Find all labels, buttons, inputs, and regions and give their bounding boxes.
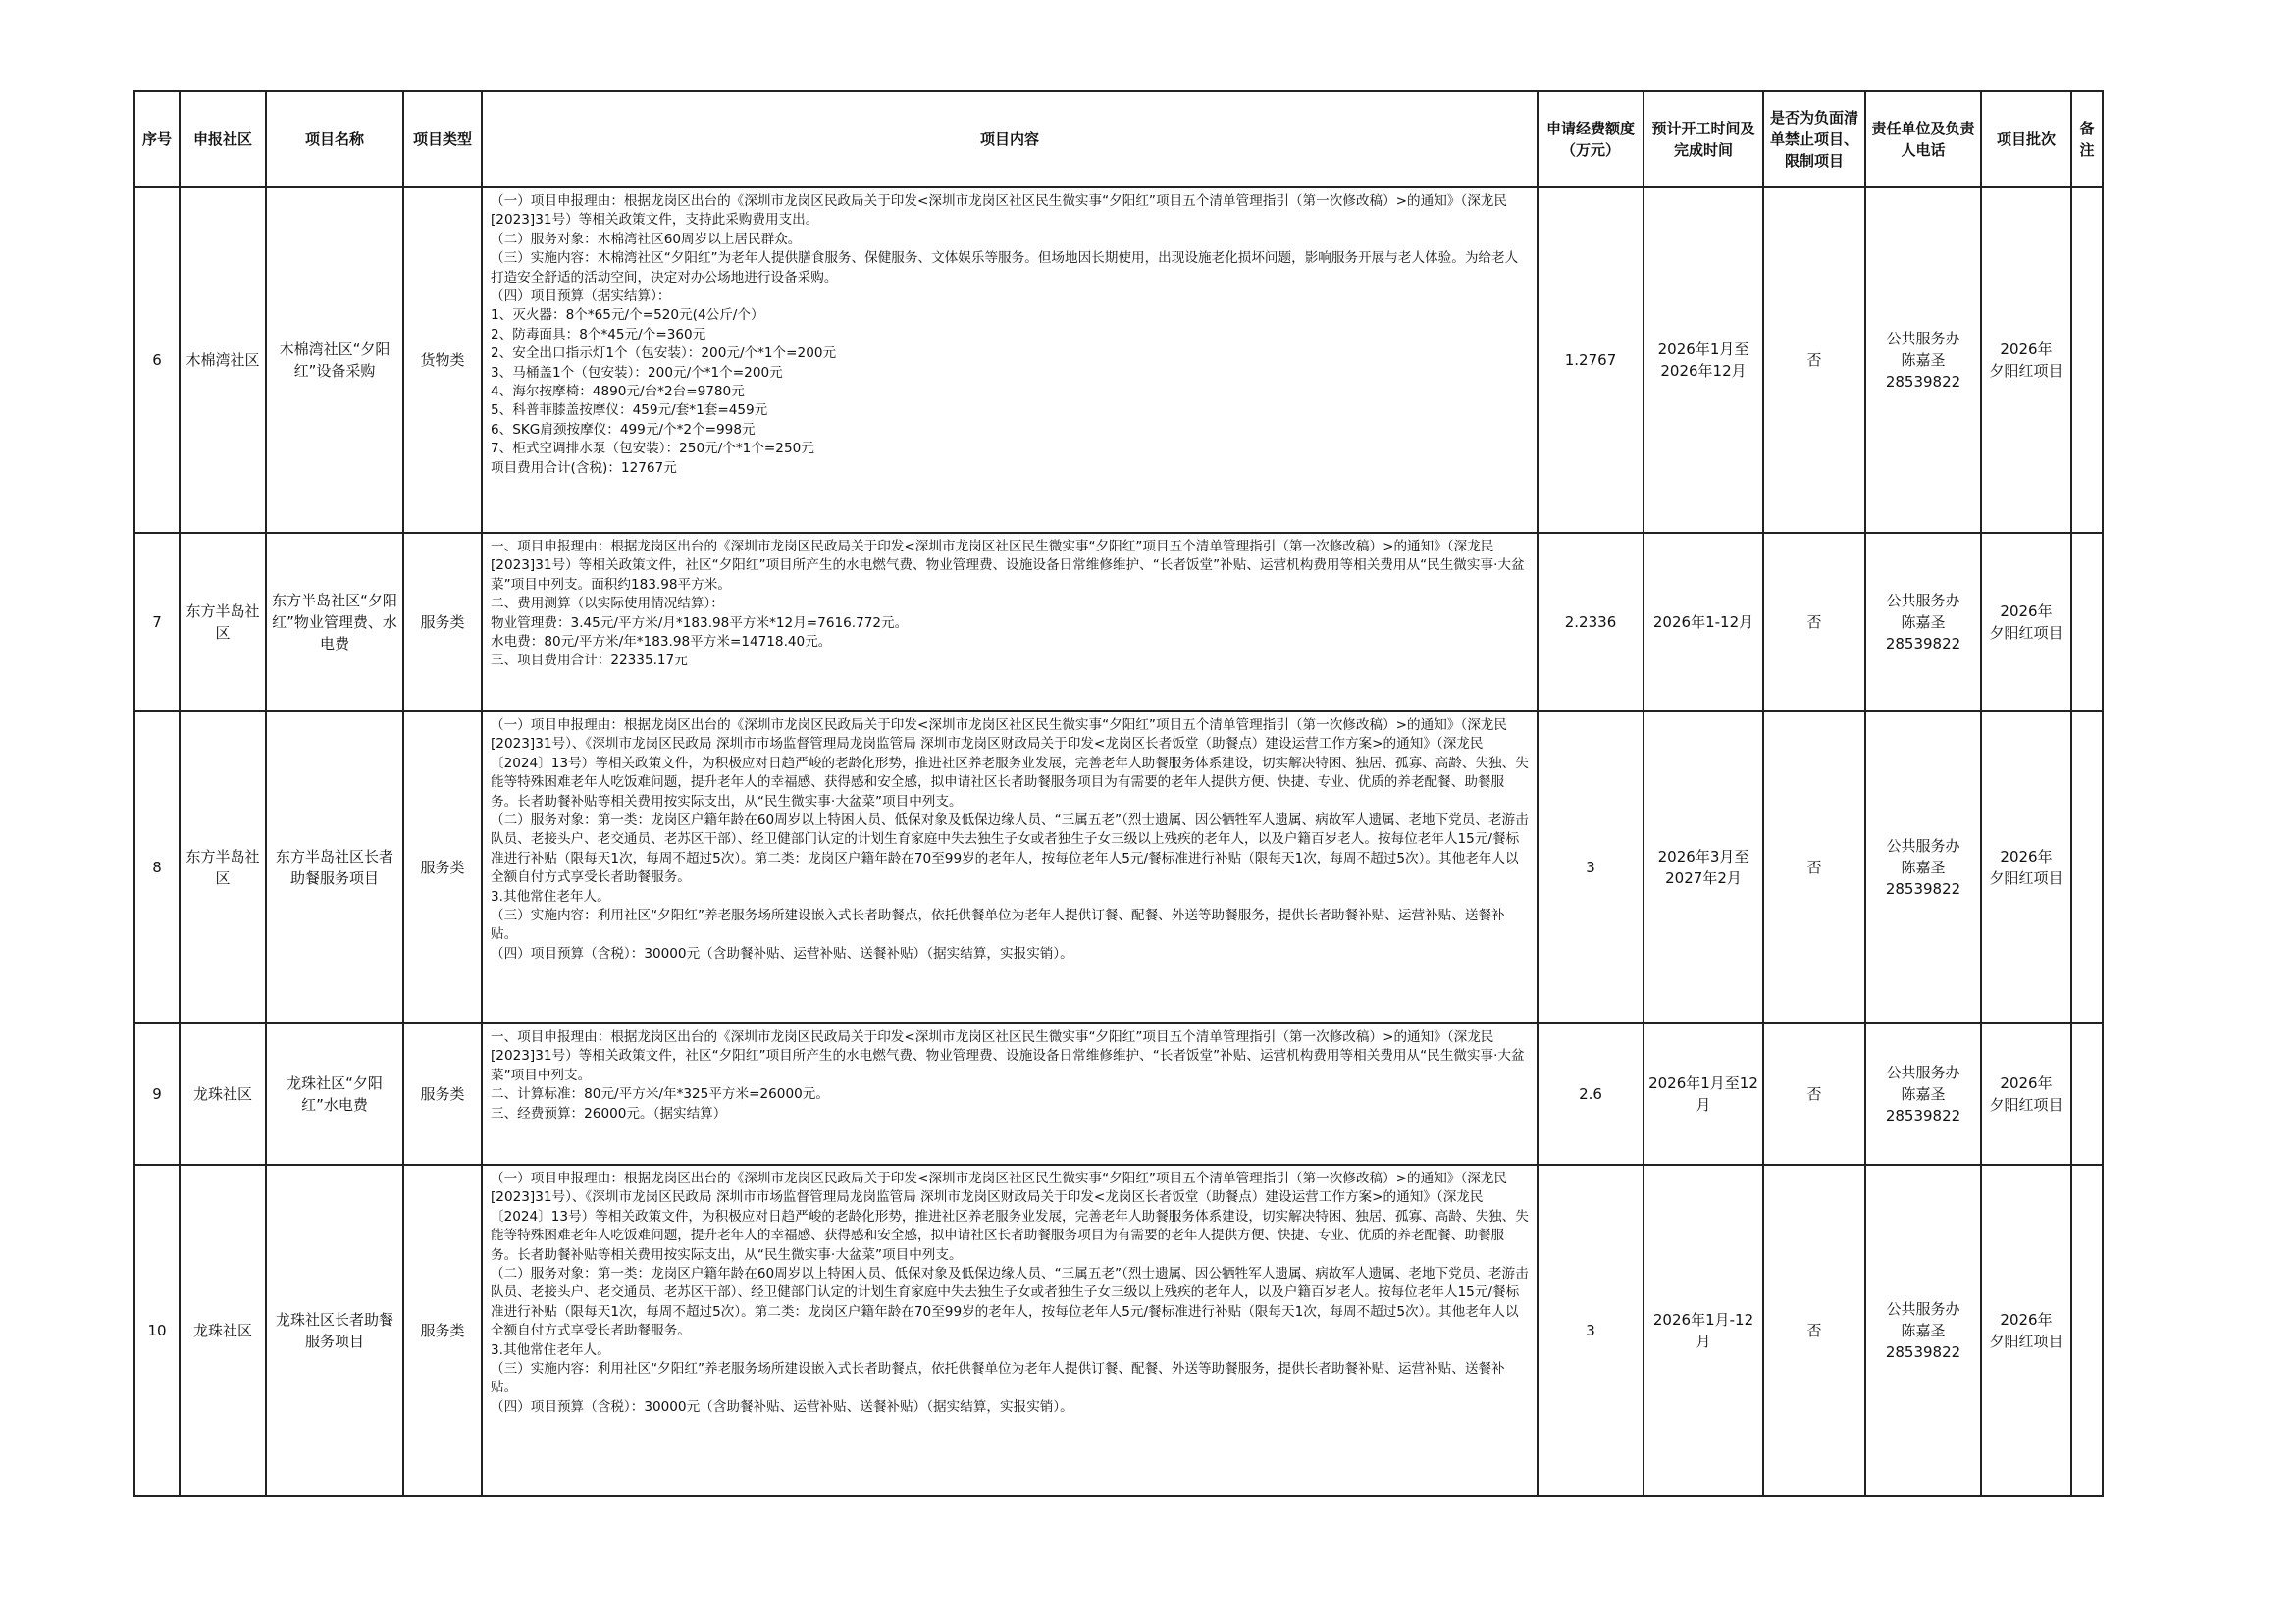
row-batch-line: 夕阳红项目 bbox=[1989, 624, 2063, 642]
row-project-name: 龙珠社区长者助餐服务项目 bbox=[266, 1165, 403, 1496]
table-row bbox=[134, 187, 2103, 533]
row-responsible bbox=[1865, 533, 1981, 711]
content-line: （二）服务对象：第一类：龙岗区户籍年龄在60周岁以上特困人员、低保对象及低保边缘人员、“三属五老”（烈士遗属、因公牺牲军人遗属、病故军人遗属、老地下党员、老游击队员、老接头户、老交通员、老苏区干部）、经卫健部门认定的计划生育家庭中失去独生子女或者独生子女三级以上残疾的老年人，以及户籍百岁老人。按每位老年人15元/餐标准进行补贴（限每天1次，每周不超过5次）。第二类：龙岗区户籍年龄在70至99岁的老年人，按每位老年人5元/餐标准进行补贴（限每天1次，每周不超过5次）。其他老年人以全额自付方式享受长者助餐服务。 bbox=[491, 1266, 1529, 1339]
table-row bbox=[134, 1023, 2103, 1165]
row-batch-line: 2026年 bbox=[2000, 340, 2053, 358]
row-schedule: 2026年3月至2027年2月 bbox=[1644, 711, 1763, 1023]
row-responsible-line: 28539822 bbox=[1885, 373, 1961, 391]
row-responsible-line: 28539822 bbox=[1885, 1343, 1961, 1361]
row-batch-line: 2026年 bbox=[2000, 1311, 2053, 1329]
content-line: 2、防毒面具：8个*45元/个=360元 bbox=[491, 326, 706, 342]
content-line: 物业管理费：3.45元/平方米/月*183.98平方米*12月=7616.772元。 bbox=[491, 614, 909, 631]
row-responsible-line: 陈嘉圣 bbox=[1901, 613, 1946, 631]
row-project-type: 服务类 bbox=[403, 711, 482, 1023]
content-line: （一）项目申报理由：根据龙岗区出台的《深圳市龙岗区民政局关于印发<深圳市龙岗区社区民生微实事“夕阳红”项目五个清单管理指引（第一次修改稿）>的通知》（深龙民[2023]31号）、《深圳市龙岗区民政局 深圳市市场监督管理局龙岗监管局 深圳市龙岗区财政局关于印发<龙岗区长者饭堂（助餐点）建设运营工作方案>的通知》（深龙民〔2024〕13号）等相关政策文件，为积极应对日趋严峻的老龄化形势，推进社区养老服务业发展，完善老年人助餐服务体系建设，切实解决特困、独居、孤寡、高龄、失独、失能等特殊困难老年人吃饭难问题，提升老年人的幸福感、获得感和安全感，拟申请社区长者助餐服务项目为有需要的老年人提供方便、快捷、专业、优质的养老配餐、助餐服务。长者助餐补贴等相关费用按实际支出，从“民生微实事·大盆菜”项目中列支。 bbox=[491, 1171, 1529, 1263]
row-content bbox=[482, 1023, 1538, 1165]
content-line: 3、马桶盖1个（包安装）：200元/个*1个=200元 bbox=[491, 364, 783, 381]
row-remarks bbox=[2071, 1165, 2103, 1496]
content-line: （一）项目申报理由：根据龙岗区出台的《深圳市龙岗区民政局关于印发<深圳市龙岗区社区民生微实事“夕阳红”项目五个清单管理指引（第一次修改稿）>的通知》（深龙民[2023]31号）等相关政策文件，支持此采购费用支出。 bbox=[491, 193, 1507, 229]
row-project-name: 木棉湾社区“夕阳红”设备采购 bbox=[266, 187, 403, 533]
row-project-type: 服务类 bbox=[403, 1023, 482, 1165]
header-index: 序号 bbox=[134, 91, 180, 187]
row-schedule: 2026年1-12月 bbox=[1644, 533, 1763, 711]
content-line: （三）实施内容：利用社区“夕阳红”养老服务场所建设嵌入式长者助餐点，依托供餐单位为老年人提供订餐、配餐、外送等助餐服务，提供长者助餐补贴、运营补贴、送餐补贴。 bbox=[491, 908, 1505, 943]
row-responsible-line: 陈嘉圣 bbox=[1901, 351, 1946, 369]
header-amount: 申请经费额度（万元） bbox=[1538, 91, 1644, 187]
row-remarks bbox=[2071, 1023, 2103, 1165]
row-content bbox=[482, 1165, 1538, 1496]
row-negative-list: 否 bbox=[1763, 711, 1865, 1023]
row-schedule: 2026年1月至12月 bbox=[1644, 1023, 1763, 1165]
content-line: 5、科普菲膝盖按摩仪：459元/套*1套=459元 bbox=[491, 402, 768, 419]
row-project-name: 龙珠社区“夕阳红”水电费 bbox=[266, 1023, 403, 1165]
row-batch bbox=[1981, 711, 2071, 1023]
row-responsible-line: 陈嘉圣 bbox=[1901, 859, 1946, 876]
content-line: 项目费用合计(含税)：12767元 bbox=[491, 459, 677, 476]
row-negative-list: 否 bbox=[1763, 187, 1865, 533]
row-responsible-line: 陈嘉圣 bbox=[1901, 1322, 1946, 1339]
row-responsible-line: 28539822 bbox=[1885, 880, 1961, 898]
header-project-name: 项目名称 bbox=[266, 91, 403, 187]
row-project-type: 服务类 bbox=[403, 533, 482, 711]
row-amount: 3 bbox=[1538, 1165, 1644, 1496]
row-community: 龙珠社区 bbox=[180, 1165, 266, 1496]
content-line: 4、海尔按摩椅：4890元/台*2台=9780元 bbox=[491, 384, 745, 400]
header-row bbox=[134, 91, 2103, 187]
header-community: 申报社区 bbox=[180, 91, 266, 187]
row-community: 东方半岛社区 bbox=[180, 533, 266, 711]
content-line: 水电费：80元/平方米/年*183.98平方米=14718.40元。 bbox=[491, 634, 832, 651]
row-responsible-line: 28539822 bbox=[1885, 1107, 1961, 1125]
row-schedule: 2026年1月-12月 bbox=[1644, 1165, 1763, 1496]
row-batch-line: 2026年 bbox=[2000, 848, 2053, 865]
content-line: 7、柜式空调排水泵（包安装）：250元/个*1个=250元 bbox=[491, 441, 814, 457]
content-line: （四）项目预算（含税）：30000元（含助餐补贴、运营补贴、送餐补贴）（据实结算，实报实销）。 bbox=[491, 1398, 1073, 1415]
row-project-name: 东方半岛社区长者助餐服务项目 bbox=[266, 711, 403, 1023]
row-amount: 3 bbox=[1538, 711, 1644, 1023]
content-line: 2、安全出口指示灯1个（包安装）：200元/个*1个=200元 bbox=[491, 345, 837, 362]
header-responsible: 责任单位及负责人电话 bbox=[1865, 91, 1981, 187]
row-amount: 2.6 bbox=[1538, 1023, 1644, 1165]
row-batch-line: 夕阳红项目 bbox=[1989, 869, 2063, 887]
row-content bbox=[482, 533, 1538, 711]
row-batch bbox=[1981, 1165, 2071, 1496]
row-batch-line: 2026年 bbox=[2000, 602, 2053, 620]
table-row bbox=[134, 1165, 2103, 1496]
table-body bbox=[134, 187, 2103, 1496]
content-line: （二）服务对象：木棉湾社区60周岁以上居民群众。 bbox=[491, 231, 802, 247]
content-line: （四）项目预算（含税）：30000元（含助餐补贴、运营补贴、送餐补贴）（据实结算，实报实销）。 bbox=[491, 945, 1073, 962]
row-community: 龙珠社区 bbox=[180, 1023, 266, 1165]
header-content: 项目内容 bbox=[482, 91, 1538, 187]
row-responsible-line: 公共服务办 bbox=[1886, 837, 1960, 855]
row-project-type: 货物类 bbox=[403, 187, 482, 533]
content-line: 3.其他常住老年人。 bbox=[491, 1341, 610, 1358]
content-line: （一）项目申报理由：根据龙岗区出台的《深圳市龙岗区民政局关于印发<深圳市龙岗区社区民生微实事“夕阳红”项目五个清单管理指引（第一次修改稿）>的通知》（深龙民[2023]31号）、《深圳市龙岗区民政局 深圳市市场监督管理局龙岗监管局 深圳市龙岗区财政局关于印发<龙岗区长者饭堂（助餐点）建设运营工作方案>的通知》（深龙民〔2024〕13号）等相关政策文件，为积极应对日趋严峻的老龄化形势，推进社区养老服务业发展，完善老年人助餐服务体系建设，切实解决特困、独居、孤寡、高龄、失独、失能等特殊困难老年人吃饭难问题，提升老年人的幸福感、获得感和安全感，拟申请社区长者助餐服务项目为有需要的老年人提供方便、快捷、专业、优质的养老配餐、助餐服务。长者助餐补贴等相关费用按实际支出，从“民生微实事·大盆菜”项目中列支。 bbox=[491, 717, 1529, 810]
content-line: 1、灭火器：8个*65元/个=520元(4公斤/个） bbox=[491, 307, 764, 324]
row-amount: 2.2336 bbox=[1538, 533, 1644, 711]
row-responsible bbox=[1865, 187, 1981, 533]
row-responsible-line: 公共服务办 bbox=[1886, 1300, 1960, 1318]
content-line: （三）实施内容：木棉湾社区“夕阳红”为老年人提供膳食服务、保健服务、文体娱乐等服务。但场地因长期使用，出现设施老化损坏问题，影响服务开展与老人体验。为给老人打造安全舒适的活动空间，决定对办公场地进行设备采购。 bbox=[491, 250, 1519, 286]
row-batch-line: 夕阳红项目 bbox=[1989, 1096, 2063, 1114]
row-schedule: 2026年1月至2026年12月 bbox=[1644, 187, 1763, 533]
content-line: 一、项目申报理由：根据龙岗区出台的《深圳市龙岗区民政局关于印发<深圳市龙岗区社区民生微实事“夕阳红”项目五个清单管理指引（第一次修改稿）>的通知》（深龙民[2023]31号）等相关政策文件，社区“夕阳红”项目所产生的水电燃气费、物业管理费、设施设备日常维修维护、“长者饭堂”补贴、运营机构费用等相关费用从“民生微实事·大盆菜”项目中列支。 bbox=[491, 1029, 1525, 1083]
row-responsible-line: 公共服务办 bbox=[1886, 592, 1960, 609]
row-negative-list: 否 bbox=[1763, 533, 1865, 711]
row-responsible-line: 公共服务办 bbox=[1886, 330, 1960, 347]
row-responsible-line: 28539822 bbox=[1885, 635, 1961, 653]
content-line: 6、SKG肩颈按摩仪：499元/个*2个=998元 bbox=[491, 421, 756, 438]
row-responsible bbox=[1865, 1023, 1981, 1165]
row-index: 8 bbox=[134, 711, 180, 1023]
content-line: 3.其他常住老年人。 bbox=[491, 888, 610, 905]
row-batch bbox=[1981, 187, 2071, 533]
content-line: 二、计算标准：80元/平方米/年*325平方米=26000元。 bbox=[491, 1086, 829, 1103]
content-line: （二）服务对象：第一类：龙岗区户籍年龄在60周岁以上特困人员、低保对象及低保边缘人员、“三属五老”（烈士遗属、因公牺牲军人遗属、病故军人遗属、老地下党员、老游击队员、老接头户、老交通员、老苏区干部）、经卫健部门认定的计划生育家庭中失去独生子女或者独生子女三级以上残疾的老年人，以及户籍百岁老人。按每位老年人15元/餐标准进行补贴（限每天1次，每周不超过5次）。第二类：龙岗区户籍年龄在70至99岁的老年人，按每位老年人5元/餐标准进行补贴（限每天1次，每周不超过5次）。其他老年人以全额自付方式享受长者助餐服务。 bbox=[491, 812, 1529, 886]
header-batch: 项目批次 bbox=[1981, 91, 2071, 187]
row-responsible-line: 公共服务办 bbox=[1886, 1064, 1960, 1081]
row-index: 10 bbox=[134, 1165, 180, 1496]
row-negative-list: 否 bbox=[1763, 1165, 1865, 1496]
row-responsible bbox=[1865, 1165, 1981, 1496]
row-amount: 1.2767 bbox=[1538, 187, 1644, 533]
content-line: （四）项目预算（据实结算）： bbox=[491, 288, 671, 305]
row-project-type: 服务类 bbox=[403, 1165, 482, 1496]
row-index: 6 bbox=[134, 187, 180, 533]
row-project-name: 东方半岛社区“夕阳红”物业管理费、水电费 bbox=[266, 533, 403, 711]
row-community: 木棉湾社区 bbox=[180, 187, 266, 533]
content-line: 二、费用测算（以实际使用情况结算）： bbox=[491, 596, 724, 612]
content-line: 三、经费预算：26000元。（据实结算） bbox=[491, 1105, 727, 1122]
row-remarks bbox=[2071, 187, 2103, 533]
row-responsible bbox=[1865, 711, 1981, 1023]
row-index: 7 bbox=[134, 533, 180, 711]
header-project-type: 项目类型 bbox=[403, 91, 482, 187]
header-schedule: 预计开工时间及完成时间 bbox=[1644, 91, 1763, 187]
row-community: 东方半岛社区 bbox=[180, 711, 266, 1023]
row-content bbox=[482, 711, 1538, 1023]
row-remarks bbox=[2071, 711, 2103, 1023]
content-line: （三）实施内容：利用社区“夕阳红”养老服务场所建设嵌入式长者助餐点，依托供餐单位为老年人提供订餐、配餐、外送等助餐服务，提供长者助餐补贴、运营补贴、送餐补贴。 bbox=[491, 1361, 1505, 1396]
row-index: 9 bbox=[134, 1023, 180, 1165]
content-line: 三、项目费用合计：22335.17元 bbox=[491, 653, 688, 669]
row-batch bbox=[1981, 1023, 2071, 1165]
table-row bbox=[134, 711, 2103, 1023]
row-negative-list: 否 bbox=[1763, 1023, 1865, 1165]
content-line: 一、项目申报理由：根据龙岗区出台的《深圳市龙岗区民政局关于印发<深圳市龙岗区社区民生微实事“夕阳红”项目五个清单管理指引（第一次修改稿）>的通知》（深龙民[2023]31号）等相关政策文件，社区“夕阳红”项目所产生的水电燃气费、物业管理费、设施设备日常维修维护、“长者饭堂”补贴、运营机构费用等相关费用从“民生微实事·大盆菜”项目中列支。面积约183.98平方米。 bbox=[491, 539, 1525, 593]
row-batch-line: 夕阳红项目 bbox=[1989, 362, 2063, 380]
table-row bbox=[134, 533, 2103, 711]
row-content bbox=[482, 187, 1538, 533]
row-remarks bbox=[2071, 533, 2103, 711]
row-batch-line: 2026年 bbox=[2000, 1074, 2053, 1092]
header-remarks: 备注 bbox=[2071, 91, 2103, 187]
header-negative-list: 是否为负面清单禁止项目、限制项目 bbox=[1763, 91, 1865, 187]
row-batch-line: 夕阳红项目 bbox=[1989, 1333, 2063, 1350]
project-table bbox=[133, 90, 2104, 1497]
row-batch bbox=[1981, 533, 2071, 711]
row-responsible-line: 陈嘉圣 bbox=[1901, 1085, 1946, 1103]
